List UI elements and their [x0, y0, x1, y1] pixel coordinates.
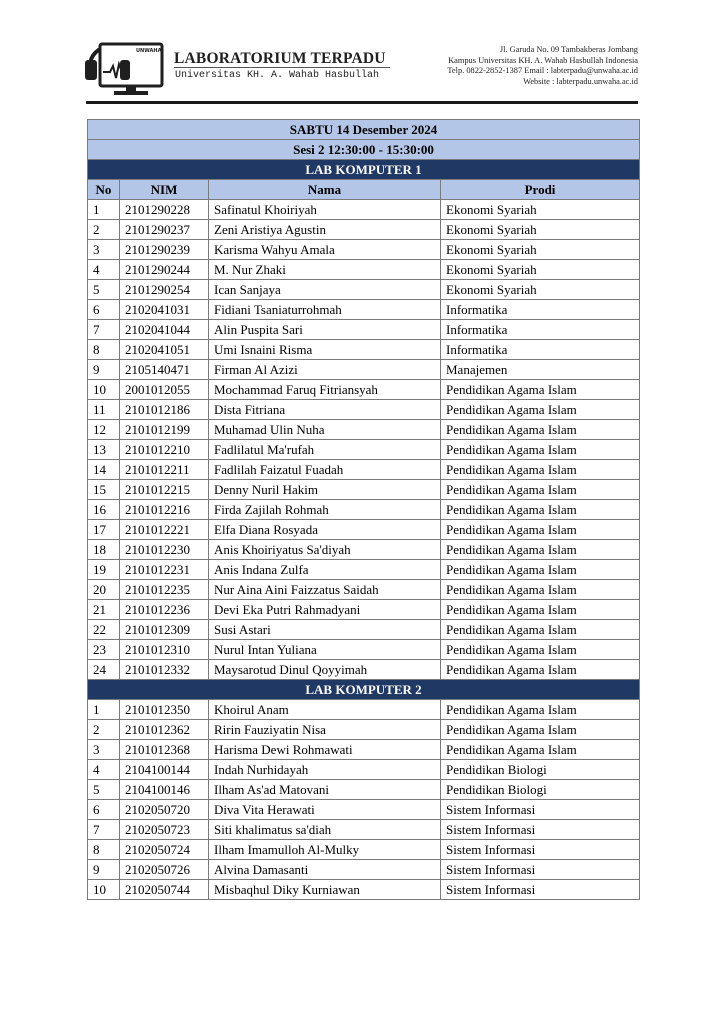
- cell-nim: 2102050720: [120, 800, 209, 820]
- cell-prodi: Sistem Informasi: [441, 800, 640, 820]
- table-row: [88, 640, 640, 660]
- cell-no: 8: [88, 340, 120, 360]
- cell-no: 4: [88, 760, 120, 780]
- table-row: [88, 260, 640, 280]
- cell-no: 18: [88, 540, 120, 560]
- cell-nama: Ilham As'ad Matovani: [209, 780, 441, 800]
- org-subtitle: Universitas KH. A. Wahab Hasbullah: [175, 70, 380, 81]
- table-row: [88, 520, 640, 540]
- table-row: [88, 600, 640, 620]
- cell-no: 21: [88, 600, 120, 620]
- lab-name: LAB KOMPUTER 2: [88, 680, 640, 700]
- cell-nama: Firman Al Azizi: [209, 360, 441, 380]
- cell-prodi: Pendidikan Agama Islam: [441, 620, 640, 640]
- cell-no: 10: [88, 880, 120, 900]
- table-row: [88, 240, 640, 260]
- cell-nim: 2105140471: [120, 360, 209, 380]
- table-row: [88, 300, 640, 320]
- cell-nama: Firda Zajilah Rohmah: [209, 500, 441, 520]
- cell-nim: 2101012199: [120, 420, 209, 440]
- table-row: [88, 200, 640, 220]
- table-row: [88, 360, 640, 380]
- cell-nama: Fidiani Tsaniaturrohmah: [209, 300, 441, 320]
- table-row: [88, 840, 640, 860]
- cell-nama: Alin Puspita Sari: [209, 320, 441, 340]
- cell-nama: Harisma Dewi Rohmawati: [209, 740, 441, 760]
- cell-no: 4: [88, 260, 120, 280]
- cell-prodi: Pendidikan Agama Islam: [441, 740, 640, 760]
- table-row: [88, 760, 640, 780]
- table-row: [88, 220, 640, 240]
- cell-prodi: Ekonomi Syariah: [441, 260, 640, 280]
- cell-no: 1: [88, 200, 120, 220]
- website-line: Website : labterpadu.unwaha.ac.id: [523, 76, 638, 86]
- cell-nim: 2101012362: [120, 720, 209, 740]
- column-header-prodi: Prodi: [441, 180, 640, 200]
- campus-line: Kampus Universitas KH. A. Wahab Hasbullah Indonesia: [448, 55, 638, 65]
- table-row: [88, 880, 640, 900]
- table-row: [88, 720, 640, 740]
- cell-nama: Susi Astari: [209, 620, 441, 640]
- cell-nama: Alvina Damasanti: [209, 860, 441, 880]
- cell-nama: Anis Indana Zulfa: [209, 560, 441, 580]
- phone-email-line: Telp. 0822-2852-1387 Email : labterpadu@unwaha.ac.id: [447, 66, 638, 76]
- table-row: [88, 820, 640, 840]
- cell-prodi: Ekonomi Syariah: [441, 200, 640, 220]
- cell-no: 16: [88, 500, 120, 520]
- cell-prodi: Pendidikan Agama Islam: [441, 700, 640, 720]
- cell-no: 11: [88, 400, 120, 420]
- table-row: [88, 780, 640, 800]
- column-header-nim: NIM: [120, 180, 209, 200]
- cell-nim: 2102041051: [120, 340, 209, 360]
- cell-no: 1: [88, 700, 120, 720]
- headphones-monitor-icon: [84, 36, 168, 98]
- cell-no: 7: [88, 320, 120, 340]
- cell-no: 2: [88, 220, 120, 240]
- cell-prodi: Informatika: [441, 320, 640, 340]
- cell-nim: 2101012186: [120, 400, 209, 420]
- cell-prodi: Pendidikan Agama Islam: [441, 580, 640, 600]
- table-row: [88, 420, 640, 440]
- cell-nama: Nur Aina Aini Faizzatus Saidah: [209, 580, 441, 600]
- cell-nim: 2101290244: [120, 260, 209, 280]
- cell-nama: Fadlilatul Ma'rufah: [209, 440, 441, 460]
- cell-no: 5: [88, 780, 120, 800]
- schedule-date-row: [88, 120, 640, 140]
- cell-no: 6: [88, 300, 120, 320]
- schedule-date: SABTU 14 Desember 2024: [88, 120, 640, 140]
- cell-nim: 2101012221: [120, 520, 209, 540]
- cell-prodi: Pendidikan Agama Islam: [441, 660, 640, 680]
- cell-no: 2: [88, 720, 120, 740]
- svg-text:UNWAHA: UNWAHA: [136, 48, 162, 54]
- cell-no: 14: [88, 460, 120, 480]
- cell-nama: Elfa Diana Rosyada: [209, 520, 441, 540]
- cell-nama: Indah Nurhidayah: [209, 760, 441, 780]
- org-title: LABORATORIUM TERPADU: [174, 50, 386, 67]
- cell-prodi: Pendidikan Agama Islam: [441, 520, 640, 540]
- table-row: [88, 380, 640, 400]
- address-line: Jl. Garuda No. 09 Tambakberas Jombang: [499, 45, 638, 54]
- cell-nim: 2102050744: [120, 880, 209, 900]
- cell-nim: 2101012215: [120, 480, 209, 500]
- cell-prodi: Pendidikan Agama Islam: [441, 600, 640, 620]
- cell-nama: Umi Isnaini Risma: [209, 340, 441, 360]
- cell-nama: Karisma Wahyu Amala: [209, 240, 441, 260]
- cell-no: 13: [88, 440, 120, 460]
- cell-prodi: Pendidikan Agama Islam: [441, 720, 640, 740]
- cell-prodi: Informatika: [441, 340, 640, 360]
- table-row: [88, 320, 640, 340]
- cell-prodi: Sistem Informasi: [441, 820, 640, 840]
- table-row: [88, 540, 640, 560]
- cell-no: 8: [88, 840, 120, 860]
- table-row: [88, 460, 640, 480]
- lab-name: LAB KOMPUTER 1: [88, 160, 640, 180]
- cell-nama: Fadlilah Faizatul Fuadah: [209, 460, 441, 480]
- title-underline: [174, 67, 390, 68]
- cell-nama: Siti khalimatus sa'diah: [209, 820, 441, 840]
- cell-nim: 2101012235: [120, 580, 209, 600]
- cell-prodi: Manajemen: [441, 360, 640, 380]
- cell-nama: Diva Vita Herawati: [209, 800, 441, 820]
- cell-no: 3: [88, 740, 120, 760]
- cell-nim: 2104100146: [120, 780, 209, 800]
- cell-no: 9: [88, 860, 120, 880]
- cell-no: 12: [88, 420, 120, 440]
- cell-nim: 2102050726: [120, 860, 209, 880]
- cell-nama: Safinatul Khoiriyah: [209, 200, 441, 220]
- cell-nim: 2101012310: [120, 640, 209, 660]
- table-row: [88, 560, 640, 580]
- cell-nama: Nurul Intan Yuliana: [209, 640, 441, 660]
- cell-prodi: Pendidikan Agama Islam: [441, 380, 640, 400]
- cell-nim: 2104100144: [120, 760, 209, 780]
- cell-prodi: Informatika: [441, 300, 640, 320]
- cell-nim: 2101012216: [120, 500, 209, 520]
- cell-prodi: Sistem Informasi: [441, 860, 640, 880]
- header-divider: [86, 101, 638, 104]
- cell-nim: 2101012350: [120, 700, 209, 720]
- cell-nim: 2101290239: [120, 240, 209, 260]
- cell-no: 10: [88, 380, 120, 400]
- cell-nim: 2101290254: [120, 280, 209, 300]
- cell-prodi: Pendidikan Agama Islam: [441, 460, 640, 480]
- cell-nim: 2102041031: [120, 300, 209, 320]
- cell-nim: 2101012236: [120, 600, 209, 620]
- cell-no: 20: [88, 580, 120, 600]
- table-row: [88, 340, 640, 360]
- cell-prodi: Ekonomi Syariah: [441, 240, 640, 260]
- table-row: [88, 440, 640, 460]
- cell-no: 19: [88, 560, 120, 580]
- table-row: [88, 620, 640, 640]
- cell-no: 5: [88, 280, 120, 300]
- cell-prodi: Pendidikan Agama Islam: [441, 540, 640, 560]
- cell-nama: Dista Fitriana: [209, 400, 441, 420]
- cell-no: 22: [88, 620, 120, 640]
- cell-no: 23: [88, 640, 120, 660]
- cell-nim: 2101012231: [120, 560, 209, 580]
- cell-prodi: Pendidikan Biologi: [441, 780, 640, 800]
- table-row: [88, 660, 640, 680]
- cell-nama: Muhamad Ulin Nuha: [209, 420, 441, 440]
- schedule-session: Sesi 2 12:30:00 - 15:30:00: [88, 140, 640, 160]
- table-row: [88, 500, 640, 520]
- schedule-session-row: [88, 140, 640, 160]
- cell-nama: Zeni Aristiya Agustin: [209, 220, 441, 240]
- cell-nama: Mochammad Faruq Fitriansyah: [209, 380, 441, 400]
- cell-prodi: Sistem Informasi: [441, 840, 640, 860]
- cell-prodi: Sistem Informasi: [441, 880, 640, 900]
- table-row: [88, 860, 640, 880]
- cell-no: 6: [88, 800, 120, 820]
- table-row: [88, 700, 640, 720]
- cell-nama: Ririn Fauziyatin Nisa: [209, 720, 441, 740]
- cell-prodi: Pendidikan Agama Islam: [441, 500, 640, 520]
- column-header-no: No: [88, 180, 120, 200]
- cell-nama: M. Nur Zhaki: [209, 260, 441, 280]
- cell-no: 17: [88, 520, 120, 540]
- table-row: [88, 800, 640, 820]
- column-header-nama: Nama: [209, 180, 441, 200]
- cell-nama: Misbaqhul Diky Kurniawan: [209, 880, 441, 900]
- cell-prodi: Pendidikan Agama Islam: [441, 420, 640, 440]
- cell-no: 24: [88, 660, 120, 680]
- cell-nama: Devi Eka Putri Rahmadyani: [209, 600, 441, 620]
- cell-nim: 2101012309: [120, 620, 209, 640]
- cell-prodi: Pendidikan Agama Islam: [441, 640, 640, 660]
- contact-block: [447, 45, 638, 87]
- cell-nim: 2101290228: [120, 200, 209, 220]
- lab-header-row: [88, 160, 640, 180]
- column-header-row: [88, 180, 640, 200]
- cell-nama: Denny Nuril Hakim: [209, 480, 441, 500]
- cell-nim: 2001012055: [120, 380, 209, 400]
- exam-roster-table: [87, 119, 640, 900]
- cell-prodi: Pendidikan Agama Islam: [441, 560, 640, 580]
- cell-nim: 2101012368: [120, 740, 209, 760]
- cell-prodi: Pendidikan Agama Islam: [441, 440, 640, 460]
- lab-header-row: [88, 680, 640, 700]
- table-row: [88, 280, 640, 300]
- cell-nim: 2102041044: [120, 320, 209, 340]
- table-row: [88, 580, 640, 600]
- cell-no: 7: [88, 820, 120, 840]
- cell-no: 15: [88, 480, 120, 500]
- cell-no: 9: [88, 360, 120, 380]
- cell-nama: Ilham Imamulloh Al-Mulky: [209, 840, 441, 860]
- cell-prodi: Pendidikan Agama Islam: [441, 480, 640, 500]
- table-row: [88, 740, 640, 760]
- cell-prodi: Pendidikan Agama Islam: [441, 400, 640, 420]
- cell-prodi: Ekonomi Syariah: [441, 280, 640, 300]
- cell-nama: Maysarotud Dinul Qoyyimah: [209, 660, 441, 680]
- cell-nama: Ican Sanjaya: [209, 280, 441, 300]
- cell-nim: 2101012230: [120, 540, 209, 560]
- table-row: [88, 400, 640, 420]
- cell-no: 3: [88, 240, 120, 260]
- cell-nim: 2102050724: [120, 840, 209, 860]
- cell-nim: 2101290237: [120, 220, 209, 240]
- table-row: [88, 480, 640, 500]
- cell-nim: 2102050723: [120, 820, 209, 840]
- cell-nama: Anis Khoiriyatus Sa'diyah: [209, 540, 441, 560]
- cell-nim: 2101012210: [120, 440, 209, 460]
- cell-prodi: Ekonomi Syariah: [441, 220, 640, 240]
- cell-nama: Khoirul Anam: [209, 700, 441, 720]
- cell-prodi: Pendidikan Biologi: [441, 760, 640, 780]
- cell-nim: 2101012211: [120, 460, 209, 480]
- cell-nim: 2101012332: [120, 660, 209, 680]
